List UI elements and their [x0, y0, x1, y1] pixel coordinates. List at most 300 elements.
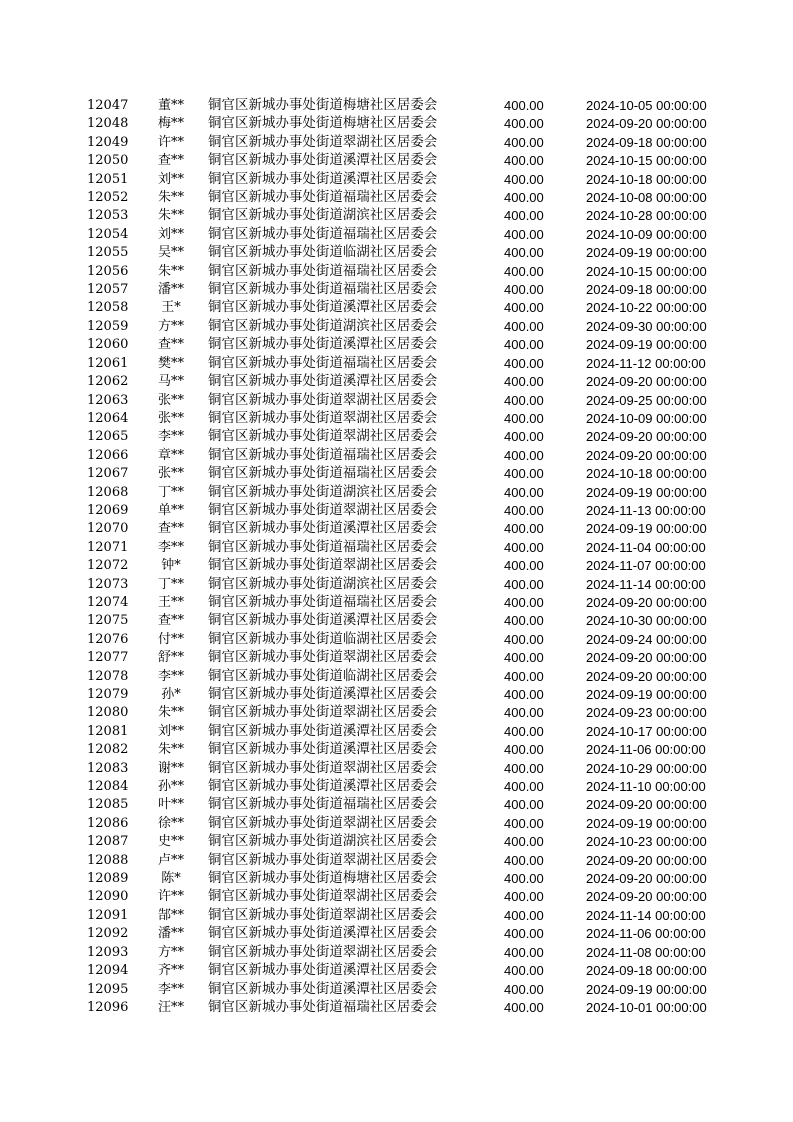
row-amount: 400.00 [504, 760, 544, 776]
table-row [0, 962, 793, 980]
row-amount: 400.00 [504, 337, 544, 353]
table-row [0, 723, 793, 741]
row-name: 马** [157, 374, 184, 390]
row-id: 12088 [87, 852, 129, 868]
row-id: 12067 [87, 466, 129, 482]
row-date: 2024-09-20 00:00:00 [586, 797, 707, 813]
row-name: 谢** [157, 760, 184, 776]
row-name: 齐** [157, 963, 184, 979]
row-date: 2024-10-30 00:00:00 [586, 613, 707, 629]
row-organization: 铜官区新城办事处街道溪潭社区居委会 [208, 723, 438, 739]
table-row [0, 557, 793, 575]
row-name: 李** [157, 429, 184, 445]
row-organization: 铜官区新城办事处街道溪潭社区居委会 [208, 926, 438, 942]
row-date: 2024-09-20 00:00:00 [586, 871, 707, 887]
row-organization: 铜官区新城办事处街道溪潭社区居委会 [208, 300, 438, 316]
row-id: 12053 [87, 208, 129, 224]
row-organization: 铜官区新城办事处街道溪潭社区居委会 [208, 687, 438, 702]
table-row [0, 796, 793, 814]
row-id: 12085 [87, 797, 129, 813]
row-name: 王* [161, 300, 181, 316]
table-row [0, 925, 793, 943]
row-date: 2024-10-15 00:00:00 [586, 263, 707, 279]
row-amount: 400.00 [504, 190, 544, 206]
row-name: 史** [157, 834, 184, 850]
row-date: 2024-09-20 00:00:00 [586, 650, 707, 666]
row-name: 舒** [157, 650, 184, 666]
table-row [0, 355, 793, 373]
table-row [0, 502, 793, 520]
row-name: 梅** [157, 116, 184, 132]
row-organization: 铜官区新城办事处街道福瑞社区居委会 [208, 355, 438, 371]
table-row [0, 299, 793, 317]
row-organization: 铜官区新城办事处街道福瑞社区居委会 [208, 466, 438, 482]
row-date: 2024-10-29 00:00:00 [586, 760, 707, 776]
row-amount: 400.00 [504, 355, 544, 371]
row-id: 12048 [87, 116, 129, 132]
row-amount: 400.00 [504, 98, 544, 113]
row-organization: 铜官区新城办事处街道溪潭社区居委会 [208, 963, 438, 979]
row-organization: 铜官区新城办事处街道翠湖社区居委会 [208, 815, 438, 831]
row-date: 2024-09-20 00:00:00 [586, 889, 707, 905]
row-amount: 400.00 [504, 245, 544, 261]
table-row [0, 207, 793, 225]
table-row [0, 668, 793, 686]
row-name: 丁** [157, 484, 184, 500]
row-id: 12056 [87, 263, 129, 279]
row-name: 樊** [157, 355, 184, 371]
row-amount: 400.00 [504, 907, 544, 923]
row-name: 朱** [157, 190, 184, 206]
table-row [0, 447, 793, 465]
row-date: 2024-10-05 00:00:00 [586, 98, 707, 113]
row-date: 2024-09-18 00:00:00 [586, 282, 707, 298]
row-date: 2024-09-19 00:00:00 [586, 484, 707, 500]
row-amount: 400.00 [504, 594, 544, 610]
row-date: 2024-11-12 00:00:00 [586, 355, 706, 371]
row-organization: 铜官区新城办事处街道福瑞社区居委会 [208, 190, 438, 206]
row-organization: 铜官区新城办事处街道翠湖社区居委会 [208, 907, 438, 923]
row-id: 12080 [87, 705, 129, 721]
table-row [0, 981, 793, 999]
row-id: 12078 [87, 668, 129, 684]
row-organization: 铜官区新城办事处街道梅塘社区居委会 [208, 116, 438, 132]
row-id: 12071 [87, 539, 129, 555]
row-date: 2024-10-18 00:00:00 [586, 171, 707, 187]
row-id: 12095 [87, 981, 129, 997]
row-id: 12093 [87, 944, 129, 960]
row-amount: 400.00 [504, 171, 544, 187]
row-date: 2024-11-07 00:00:00 [586, 558, 706, 574]
table-row [0, 815, 793, 833]
row-amount: 400.00 [504, 282, 544, 298]
row-id: 12073 [87, 576, 129, 592]
row-id: 12054 [87, 226, 129, 242]
row-id: 12089 [87, 871, 129, 887]
row-date: 2024-11-06 00:00:00 [586, 742, 706, 758]
row-organization: 铜官区新城办事处街道湖滨社区居委会 [208, 484, 438, 500]
table-row [0, 833, 793, 851]
data-table [0, 97, 793, 1017]
row-date: 2024-09-18 00:00:00 [586, 963, 707, 979]
row-id: 12090 [87, 889, 129, 905]
table-row [0, 576, 793, 594]
row-date: 2024-09-20 00:00:00 [586, 374, 707, 390]
table-row [0, 870, 793, 888]
row-amount: 400.00 [504, 613, 544, 629]
row-name: 方** [157, 944, 184, 960]
table-row [0, 852, 793, 870]
table-row [0, 152, 793, 170]
row-organization: 铜官区新城办事处街道临湖社区居委会 [208, 245, 438, 261]
row-organization: 铜官区新城办事处街道福瑞社区居委会 [208, 797, 438, 813]
row-amount: 400.00 [504, 779, 544, 795]
row-organization: 铜官区新城办事处街道翠湖社区居委会 [208, 429, 438, 445]
row-date: 2024-10-28 00:00:00 [586, 208, 707, 224]
row-name: 李** [157, 981, 184, 997]
table-row [0, 520, 793, 538]
table-row [0, 760, 793, 778]
row-name: 李** [157, 539, 184, 555]
row-name: 查** [157, 153, 184, 169]
row-amount: 400.00 [504, 484, 544, 500]
row-id: 12091 [87, 907, 129, 923]
row-id: 12050 [87, 153, 129, 169]
row-amount: 400.00 [504, 558, 544, 574]
row-date: 2024-10-17 00:00:00 [586, 723, 707, 739]
row-amount: 400.00 [504, 963, 544, 979]
row-id: 12082 [87, 742, 129, 758]
row-organization: 铜官区新城办事处街道临湖社区居委会 [208, 631, 438, 647]
row-name: 吴** [157, 245, 184, 261]
row-id: 12070 [87, 521, 129, 537]
row-name: 张** [157, 410, 184, 426]
row-organization: 铜官区新城办事处街道溪潭社区居委会 [208, 153, 438, 169]
row-amount: 400.00 [504, 116, 544, 132]
row-name: 钟* [161, 558, 181, 574]
row-date: 2024-09-19 00:00:00 [586, 245, 707, 261]
row-id: 12060 [87, 337, 129, 353]
row-date: 2024-09-24 00:00:00 [586, 631, 707, 647]
row-date: 2024-11-06 00:00:00 [586, 926, 706, 942]
row-id: 12072 [87, 558, 129, 574]
row-id: 12049 [87, 134, 129, 150]
row-date: 2024-11-04 00:00:00 [586, 539, 706, 555]
row-amount: 400.00 [504, 650, 544, 666]
row-organization: 铜官区新城办事处街道湖滨社区居委会 [208, 576, 438, 592]
row-date: 2024-10-08 00:00:00 [586, 190, 707, 206]
row-id: 12075 [87, 613, 129, 629]
row-id: 12069 [87, 502, 129, 518]
table-row [0, 465, 793, 483]
row-amount: 400.00 [504, 539, 544, 555]
table-row [0, 244, 793, 262]
row-amount: 400.00 [504, 999, 544, 1015]
table-row [0, 189, 793, 207]
row-name: 董** [157, 98, 184, 113]
row-date: 2024-09-23 00:00:00 [586, 705, 707, 721]
row-id: 12061 [87, 355, 129, 371]
row-date: 2024-11-10 00:00:00 [586, 779, 706, 795]
row-amount: 400.00 [504, 797, 544, 813]
row-name: 汪** [157, 999, 184, 1015]
row-date: 2024-09-19 00:00:00 [586, 337, 707, 353]
row-organization: 铜官区新城办事处街道湖滨社区居委会 [208, 834, 438, 850]
row-amount: 400.00 [504, 889, 544, 905]
row-name: 孙** [157, 779, 184, 795]
row-organization: 铜官区新城办事处街道溪潭社区居委会 [208, 337, 438, 353]
table-row [0, 410, 793, 428]
row-amount: 400.00 [504, 926, 544, 942]
table-row [0, 999, 793, 1017]
row-amount: 400.00 [504, 410, 544, 426]
row-date: 2024-09-20 00:00:00 [586, 852, 707, 868]
row-amount: 400.00 [504, 723, 544, 739]
table-row [0, 778, 793, 796]
row-amount: 400.00 [504, 834, 544, 850]
row-name: 潘** [157, 926, 184, 942]
row-amount: 400.00 [504, 871, 544, 887]
row-id: 12051 [87, 171, 129, 187]
row-date: 2024-09-19 00:00:00 [586, 521, 707, 537]
row-organization: 铜官区新城办事处街道溪潭社区居委会 [208, 779, 438, 795]
row-organization: 铜官区新城办事处街道溪潭社区居委会 [208, 742, 438, 758]
row-amount: 400.00 [504, 815, 544, 831]
row-name: 查** [157, 337, 184, 353]
row-date: 2024-10-15 00:00:00 [586, 153, 707, 169]
row-amount: 400.00 [504, 687, 544, 702]
row-name: 许** [157, 889, 184, 905]
row-amount: 400.00 [504, 374, 544, 390]
row-id: 12079 [87, 687, 129, 702]
row-amount: 400.00 [504, 705, 544, 721]
row-name: 叶** [157, 797, 184, 813]
row-name: 徐** [157, 815, 184, 831]
row-organization: 铜官区新城办事处街道翠湖社区居委会 [208, 889, 438, 905]
row-name: 朱** [157, 742, 184, 758]
row-amount: 400.00 [504, 447, 544, 463]
row-amount: 400.00 [504, 300, 544, 316]
table-row [0, 631, 793, 649]
row-name: 李** [157, 668, 184, 684]
row-organization: 铜官区新城办事处街道翠湖社区居委会 [208, 650, 438, 666]
row-organization: 铜官区新城办事处街道溪潭社区居委会 [208, 171, 438, 187]
row-id: 12064 [87, 410, 129, 426]
row-name: 刘** [157, 226, 184, 242]
row-id: 12059 [87, 318, 129, 334]
row-date: 2024-09-25 00:00:00 [586, 392, 707, 408]
row-amount: 400.00 [504, 466, 544, 482]
row-amount: 400.00 [504, 263, 544, 279]
row-amount: 400.00 [504, 631, 544, 647]
row-organization: 铜官区新城办事处街道福瑞社区居委会 [208, 594, 438, 610]
row-name: 许** [157, 134, 184, 150]
row-organization: 铜官区新城办事处街道福瑞社区居委会 [208, 539, 438, 555]
row-organization: 铜官区新城办事处街道福瑞社区居委会 [208, 263, 438, 279]
table-row [0, 336, 793, 354]
row-amount: 400.00 [504, 392, 544, 408]
row-organization: 铜官区新城办事处街道福瑞社区居委会 [208, 999, 438, 1015]
row-id: 12076 [87, 631, 129, 647]
row-organization: 铜官区新城办事处街道翠湖社区居委会 [208, 944, 438, 960]
row-organization: 铜官区新城办事处街道溪潭社区居委会 [208, 521, 438, 537]
row-id: 12092 [87, 926, 129, 942]
row-amount: 400.00 [504, 521, 544, 537]
row-organization: 铜官区新城办事处街道溪潭社区居委会 [208, 613, 438, 629]
row-name: 郜** [157, 907, 184, 923]
row-id: 12087 [87, 834, 129, 850]
table-row [0, 281, 793, 299]
row-organization: 铜官区新城办事处街道翠湖社区居委会 [208, 558, 438, 574]
row-organization: 铜官区新城办事处街道梅塘社区居委会 [208, 871, 438, 887]
row-organization: 铜官区新城办事处街道溪潭社区居委会 [208, 981, 438, 997]
row-organization: 铜官区新城办事处街道福瑞社区居委会 [208, 282, 438, 298]
row-amount: 400.00 [504, 742, 544, 758]
row-name: 刘** [157, 171, 184, 187]
row-organization: 铜官区新城办事处街道福瑞社区居委会 [208, 447, 438, 463]
row-name: 付** [157, 631, 184, 647]
table-row [0, 226, 793, 244]
row-id: 12084 [87, 779, 129, 795]
row-id: 12063 [87, 392, 129, 408]
row-organization: 铜官区新城办事处街道翠湖社区居委会 [208, 410, 438, 426]
row-organization: 铜官区新城办事处街道翠湖社区居委会 [208, 134, 438, 150]
row-organization: 铜官区新城办事处街道翠湖社区居委会 [208, 760, 438, 776]
row-date: 2024-09-20 00:00:00 [586, 429, 707, 445]
row-date: 2024-09-19 00:00:00 [586, 687, 707, 702]
row-amount: 400.00 [504, 134, 544, 150]
row-amount: 400.00 [504, 208, 544, 224]
row-date: 2024-10-01 00:00:00 [586, 999, 707, 1015]
row-name: 陈* [161, 871, 181, 887]
table-row [0, 944, 793, 962]
row-id: 12094 [87, 963, 129, 979]
table-row [0, 373, 793, 391]
row-id: 12077 [87, 650, 129, 666]
row-organization: 铜官区新城办事处街道临湖社区居委会 [208, 668, 438, 684]
row-id: 12058 [87, 300, 129, 316]
row-date: 2024-10-18 00:00:00 [586, 466, 707, 482]
row-name: 王** [157, 594, 184, 610]
table-row [0, 704, 793, 722]
table-row [0, 115, 793, 133]
row-date: 2024-11-14 00:00:00 [586, 907, 706, 923]
table-row [0, 484, 793, 502]
row-organization: 铜官区新城办事处街道翠湖社区居委会 [208, 392, 438, 408]
row-id: 12057 [87, 282, 129, 298]
row-name: 张** [157, 466, 184, 482]
row-id: 12065 [87, 429, 129, 445]
row-date: 2024-09-30 00:00:00 [586, 318, 707, 334]
row-id: 12081 [87, 723, 129, 739]
table-row [0, 134, 793, 152]
table-row [0, 594, 793, 612]
row-id: 12062 [87, 374, 129, 390]
row-name: 方** [157, 318, 184, 334]
row-name: 查** [157, 521, 184, 537]
row-amount: 400.00 [504, 944, 544, 960]
row-date: 2024-11-08 00:00:00 [586, 944, 706, 960]
row-amount: 400.00 [504, 226, 544, 242]
table-row [0, 888, 793, 906]
row-date: 2024-10-23 00:00:00 [586, 834, 707, 850]
table-row [0, 686, 793, 704]
row-amount: 400.00 [504, 576, 544, 592]
row-name: 朱** [157, 208, 184, 224]
row-date: 2024-10-09 00:00:00 [586, 226, 707, 242]
row-id: 12083 [87, 760, 129, 776]
row-id: 12047 [87, 98, 129, 113]
table-row [0, 428, 793, 446]
row-amount: 400.00 [504, 318, 544, 334]
row-id: 12052 [87, 190, 129, 206]
table-row [0, 171, 793, 189]
row-name: 卢** [157, 852, 184, 868]
row-organization: 铜官区新城办事处街道翠湖社区居委会 [208, 705, 438, 721]
row-organization: 铜官区新城办事处街道溪潭社区居委会 [208, 374, 438, 390]
table-row [0, 649, 793, 667]
row-date: 2024-09-20 00:00:00 [586, 668, 707, 684]
table-row [0, 907, 793, 925]
table-row [0, 318, 793, 336]
table-row [0, 612, 793, 630]
row-name: 孙* [161, 687, 181, 702]
row-id: 12068 [87, 484, 129, 500]
row-amount: 400.00 [504, 981, 544, 997]
row-name: 刘** [157, 723, 184, 739]
row-id: 12066 [87, 447, 129, 463]
row-date: 2024-09-20 00:00:00 [586, 447, 707, 463]
row-name: 朱** [157, 705, 184, 721]
row-amount: 400.00 [504, 852, 544, 868]
row-amount: 400.00 [504, 502, 544, 518]
row-organization: 铜官区新城办事处街道福瑞社区居委会 [208, 226, 438, 242]
row-name: 单** [157, 502, 184, 518]
row-organization: 铜官区新城办事处街道湖滨社区居委会 [208, 208, 438, 224]
row-organization: 铜官区新城办事处街道翠湖社区居委会 [208, 852, 438, 868]
table-row [0, 97, 793, 115]
row-organization: 铜官区新城办事处街道湖滨社区居委会 [208, 318, 438, 334]
row-date: 2024-10-22 00:00:00 [586, 300, 707, 316]
row-name: 潘** [157, 282, 184, 298]
row-name: 章** [157, 447, 184, 463]
row-amount: 400.00 [504, 668, 544, 684]
row-organization: 铜官区新城办事处街道梅塘社区居委会 [208, 98, 438, 113]
row-id: 12074 [87, 594, 129, 610]
row-id: 12055 [87, 245, 129, 261]
row-name: 查** [157, 613, 184, 629]
table-row [0, 741, 793, 759]
row-date: 2024-09-18 00:00:00 [586, 134, 707, 150]
row-name: 朱** [157, 263, 184, 279]
row-date: 2024-09-20 00:00:00 [586, 116, 707, 132]
row-name: 张** [157, 392, 184, 408]
row-organization: 铜官区新城办事处街道翠湖社区居委会 [208, 502, 438, 518]
row-date: 2024-09-20 00:00:00 [586, 594, 707, 610]
table-row [0, 263, 793, 281]
row-date: 2024-09-19 00:00:00 [586, 981, 707, 997]
row-amount: 400.00 [504, 153, 544, 169]
row-date: 2024-11-13 00:00:00 [586, 502, 706, 518]
row-date: 2024-10-09 00:00:00 [586, 410, 707, 426]
row-id: 12096 [87, 999, 129, 1015]
table-row [0, 392, 793, 410]
row-date: 2024-11-14 00:00:00 [586, 576, 706, 592]
row-amount: 400.00 [504, 429, 544, 445]
table-row [0, 539, 793, 557]
row-date: 2024-09-19 00:00:00 [586, 815, 707, 831]
row-name: 丁** [157, 576, 184, 592]
